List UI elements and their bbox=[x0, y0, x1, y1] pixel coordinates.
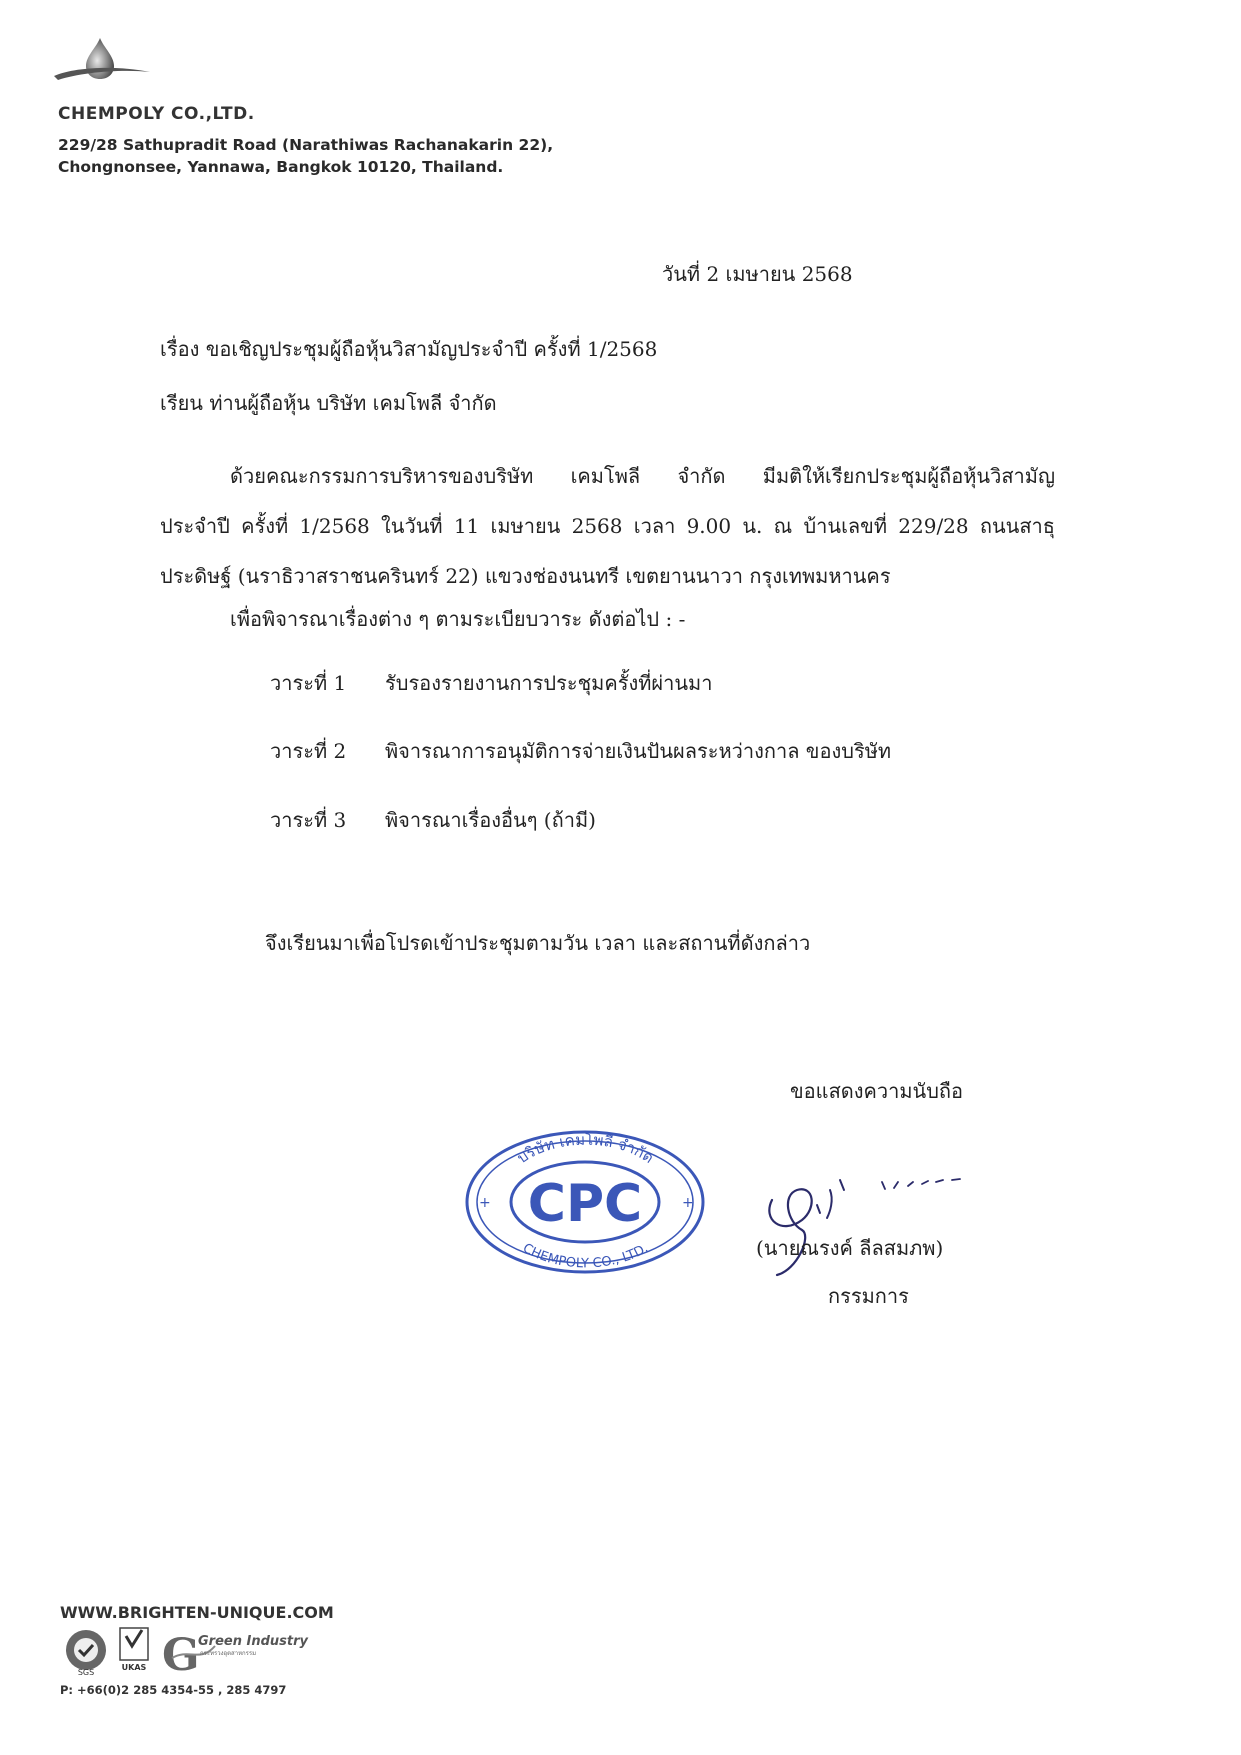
agenda-text-3: พิจารณาเรื่องอื่นๆ (ถ้ามี) bbox=[385, 808, 596, 832]
ukas-label: UKAS bbox=[121, 1663, 147, 1672]
regards-text: ขอแสดงความนับถือ bbox=[790, 1079, 964, 1103]
letter-date: วันที่ 2 เมษายน 2568 bbox=[662, 262, 853, 286]
company-name: CHEMPOLY CO.,LTD. bbox=[58, 104, 255, 124]
agenda-number-1: วาระที่ 1 bbox=[270, 671, 347, 695]
agenda-text-1: รับรองรายงานการประชุมครั้งที่ผ่านมา bbox=[385, 671, 713, 695]
agenda-number-2: วาระที่ 2 bbox=[270, 739, 347, 763]
agenda-number-3: วาระที่ 3 bbox=[270, 808, 347, 832]
green-industry-sub: กระทรวงอุตสาหกรรม bbox=[200, 1650, 257, 1657]
letter-recipient: เรียน ท่านผู้ถือหุ้น บริษัท เคมโพลี จำกัด bbox=[160, 391, 497, 415]
letter-subject: เรื่อง ขอเชิญประชุมผู้ถือหุ้นวิสามัญประจำปี ครั้งที่ 1/2568 bbox=[160, 337, 658, 361]
body-line-4: เพื่อพิจารณาเรื่องต่าง ๆ ตามระเบียบวาระ ดังต่อไป : - bbox=[230, 607, 686, 631]
body-line-3: ประดิษฐ์ (นราธิวาสราชนครินทร์ 22) แขวงช่องนนทรี เขตยานนาวา กรุงเทพมหานคร bbox=[160, 564, 891, 588]
body-line-1: ด้วยคณะกรรมการบริหารของบริษัท เคมโพลี จำกัด มีมติให้เรียกประชุมผู้ถือหุ้นวิสามัญ bbox=[230, 464, 1055, 488]
green-industry-label: Green Industry bbox=[198, 1634, 308, 1649]
stamp-star-right: + bbox=[682, 1195, 694, 1211]
company-address-line-1: 229/28 Sathupradit Road (Narathiwas Rachanakarin 22), bbox=[58, 136, 554, 154]
sgs-certification-icon bbox=[60, 1628, 112, 1676]
body-line-2: ประจำปี ครั้งที่ 1/2568 ในวันที่ 11 เมษายน 2568 เวลา 9.00 น. ณ บ้านเลขที่ 229/28 ถนนสาธุ bbox=[160, 514, 1055, 538]
stamp-center-text: CPC bbox=[527, 1174, 643, 1234]
agenda-text-2: พิจารณาการอนุมัติการจ่ายเงินปันผลระหว่างกาล ของบริษัท bbox=[385, 739, 892, 763]
stamp-bottom-text: CHEMPOLY CO., LTD. bbox=[519, 1240, 652, 1272]
stamp-top-text: บริษัท เคมโพลี จำกัด bbox=[513, 1130, 658, 1168]
signer-title: กรรมการ bbox=[828, 1284, 909, 1308]
company-stamp bbox=[463, 1127, 708, 1277]
company-phone: P: +66(0)2 285 4354-55 , 285 4797 bbox=[60, 1683, 287, 1697]
stamp-star-left: + bbox=[479, 1195, 491, 1211]
company-address-line-2: Chongnonsee, Yannawa, Bangkok 10120, Thailand. bbox=[58, 158, 504, 176]
signer-name: (นายณรงค์ ลีลสมภพ) bbox=[756, 1236, 944, 1260]
company-website: WWW.BRIGHTEN-UNIQUE.COM bbox=[60, 1603, 334, 1622]
sgs-label: SGS bbox=[77, 1668, 95, 1676]
green-industry-logo bbox=[160, 1628, 310, 1678]
ukas-certification-icon bbox=[114, 1626, 154, 1680]
closing-line: จึงเรียนมาเพื่อโปรดเข้าประชุมตามวัน เวลา และสถานที่ดังกล่าว bbox=[265, 931, 811, 955]
svg-text:G: G bbox=[162, 1630, 200, 1678]
chempoly-drop-logo bbox=[52, 36, 152, 84]
